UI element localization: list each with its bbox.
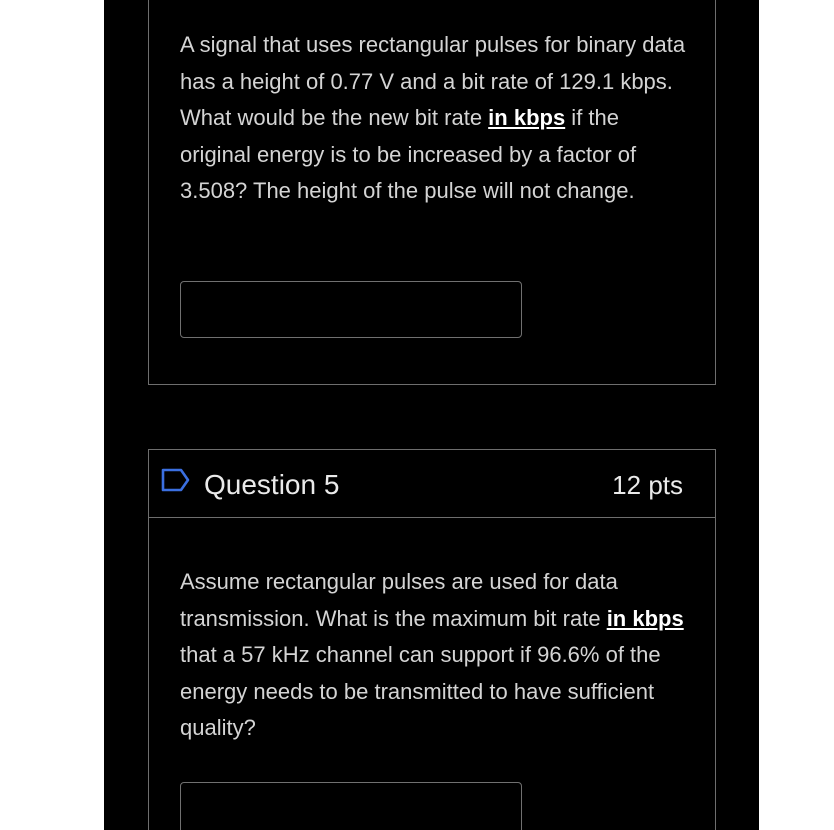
- question-5-points: 12 pts: [612, 470, 683, 500]
- question-4-emphasis: in kbps: [488, 105, 566, 130]
- question-4-text-part-1: A signal that uses rectangular pulses for binary data has a height of 0.77 V and a bit rate of 129.1 kbps. What would be the new bit rate: [180, 32, 686, 130]
- quiz-screen: [104, 0, 759, 830]
- question-4-text-part-3: if the original energy is to be increased by a factor of 3.508? The height of the pulse will not change.: [180, 105, 637, 203]
- question-5-title: Question 5: [204, 469, 340, 500]
- question-5-header: [149, 450, 715, 518]
- question-5-text: [180, 564, 690, 747]
- bookmark-flag-icon[interactable]: [161, 468, 191, 492]
- question-5-text-part-1: Assume rectangular pulses are used for data transmission. What is the maximum bit rate: [180, 569, 618, 631]
- question-5-emphasis: in kbps: [606, 605, 684, 631]
- question-4-card: [148, 0, 716, 385]
- question-5-text-part-3: that a 57 kHz channel can support if 96.6% of the energy needs to be transmitted to have sufficient quality?: [180, 642, 661, 740]
- question-5-card: [148, 449, 716, 830]
- question-4-answer-input[interactable]: [180, 281, 522, 338]
- question-4-text: [180, 27, 690, 210]
- question-5-answer-input[interactable]: [180, 782, 522, 830]
